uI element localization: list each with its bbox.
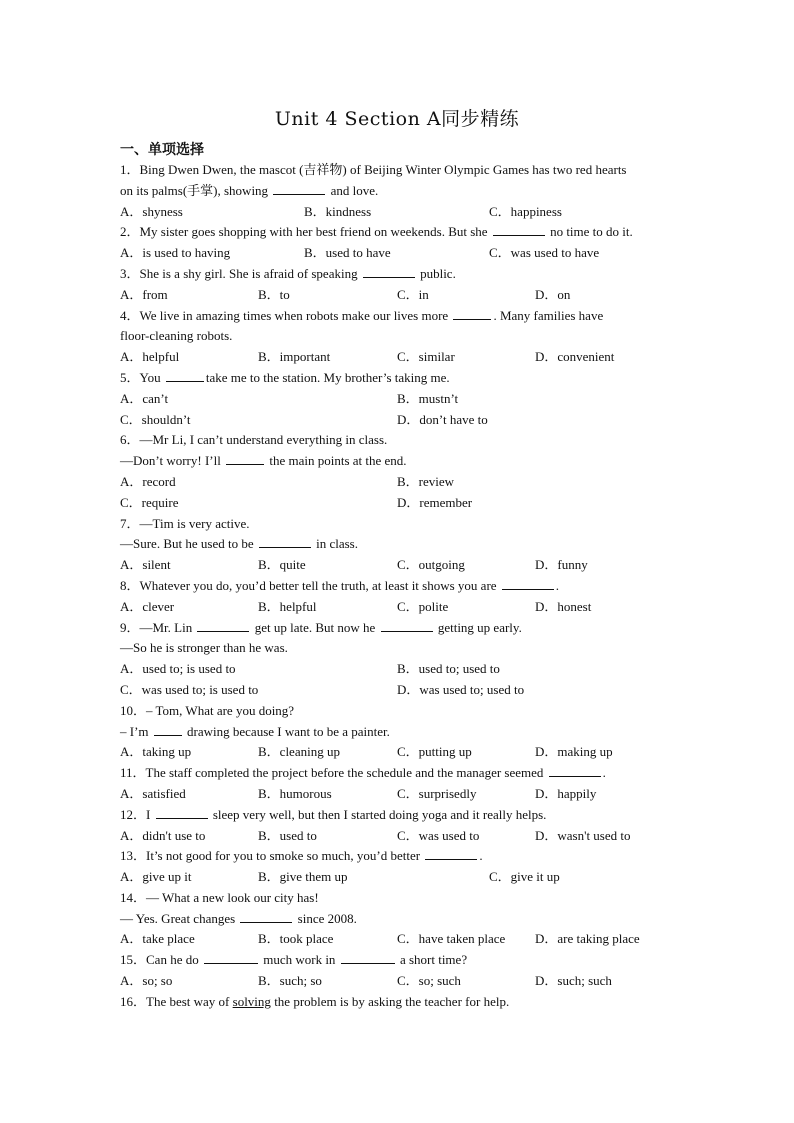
q9-options-2	[120, 680, 680, 701]
q1-option-b: B．kindness	[304, 203, 372, 219]
q12-stem: 12．I sleep very well, but then I started doing yoga and it really helps.	[120, 806, 547, 822]
q12-option-b: B．used to	[258, 827, 317, 843]
q14-options	[120, 929, 680, 950]
q14-stem-cont: — Yes. Great changes since 2008.	[120, 910, 357, 926]
q5-options-2	[120, 410, 680, 431]
q15-options	[120, 971, 680, 992]
q5-option-b: B．mustn’t	[397, 390, 459, 406]
answer-blank	[154, 723, 182, 736]
question-list	[120, 160, 680, 1013]
q5-option-a: A．can’t	[120, 390, 169, 406]
q9-stem-cont: —So he is stronger than he was.	[120, 640, 288, 656]
q7-stem: 7．—Tim is very active.	[120, 515, 250, 531]
answer-blank	[381, 619, 433, 632]
q10-stem-cont: – I’m drawing because I want to be a painter.	[120, 723, 390, 739]
q15-option-a: A．so; so	[120, 973, 173, 989]
q15-stem: 15．Can he do much work in a short time?	[120, 952, 468, 968]
q12-option-c: C．was used to	[397, 827, 480, 843]
underlined-word: solving	[232, 993, 271, 1009]
answer-blank	[453, 307, 491, 320]
q10-option-b: B．cleaning up	[258, 744, 340, 760]
q6-options-2	[120, 493, 680, 514]
q6-option-d: D．remember	[397, 494, 473, 510]
q6-stem: 6．—Mr Li, I can’t understand everything in class.	[120, 432, 388, 448]
q7-stem-cont: —Sure. But he used to be in class.	[120, 536, 358, 552]
page-title: Unit 4 Section A同步精练	[274, 108, 520, 130]
q7-option-a: A．silent	[120, 557, 171, 573]
answer-blank	[549, 764, 601, 777]
q4-options	[120, 347, 680, 368]
q12-option-a: A．didn't use to	[120, 827, 206, 843]
q11-options	[120, 784, 680, 805]
q10-stem: 10．– Tom, What are you doing?	[120, 702, 295, 718]
answer-blank	[226, 452, 264, 465]
q2-options	[120, 243, 680, 264]
q2-option-c: C．was used to have	[489, 245, 600, 261]
q8-option-b: B．helpful	[258, 598, 317, 614]
q5-options-1	[120, 389, 680, 410]
q3-option-d: D．on	[535, 286, 571, 302]
q15-option-d: D．such; such	[535, 973, 612, 989]
q7-option-d: D．funny	[535, 557, 588, 573]
q4-stem: 4．We live in amazing times when robots make our lives more . Many families have	[120, 307, 604, 323]
q9-option-a: A．used to; is used to	[120, 661, 236, 677]
answer-blank	[273, 182, 325, 195]
q7-option-b: B．quite	[258, 557, 306, 573]
q8-stem: 8．Whatever you do, you’d better tell the truth, at least it shows you are .	[120, 577, 560, 593]
q8-options	[120, 597, 680, 618]
q13-option-a: A．give up it	[120, 869, 192, 885]
q10-option-c: C．putting up	[397, 744, 472, 760]
q4-stem-cont: floor-cleaning robots.	[120, 328, 233, 344]
q6-options-1	[120, 472, 680, 493]
q14-option-c: C．have taken place	[397, 931, 506, 947]
q3-stem: 3．She is a shy girl. She is afraid of speaking public.	[120, 265, 456, 281]
q8-option-c: C．polite	[397, 598, 449, 614]
q3-option-b: B．to	[258, 286, 290, 302]
q10-options	[120, 742, 680, 763]
q11-stem: 11．The staff completed the project before the schedule and the manager seemed .	[120, 765, 606, 781]
q14-stem: 14．— What a new look our city has!	[120, 889, 319, 905]
answer-blank	[502, 577, 554, 590]
q9-options-1	[120, 659, 680, 680]
q12-options	[120, 826, 680, 847]
q2-option-b: B．used to have	[304, 245, 391, 261]
q15-option-c: C．so; such	[397, 973, 461, 989]
q2-option-a: A．is used to having	[120, 245, 231, 261]
q9-option-c: C．was used to; is used to	[120, 681, 259, 697]
q6-stem-cont: —Don’t worry! I’ll the main points at the end.	[120, 453, 407, 469]
q1-option-c: C．happiness	[489, 203, 562, 219]
q11-option-b: B．humorous	[258, 785, 332, 801]
q5-option-d: D．don’t have to	[397, 411, 488, 427]
section-heading: 一、单项选择	[120, 142, 204, 158]
q12-option-d: D．wasn't used to	[535, 827, 631, 843]
q9-option-b: B．used to; used to	[397, 661, 500, 677]
answer-blank	[363, 265, 415, 278]
q7-option-c: C．outgoing	[397, 557, 465, 573]
q14-option-d: D．are taking place	[535, 931, 640, 947]
q14-option-a: A．take place	[120, 931, 195, 947]
q4-option-a: A．helpful	[120, 349, 180, 365]
q6-option-b: B．review	[397, 473, 455, 489]
q4-option-c: C．similar	[397, 349, 455, 365]
q6-option-c: C．require	[120, 494, 179, 510]
q9-stem: 9．—Mr. Lin get up late. But now he getting up early.	[120, 619, 522, 635]
q7-options	[120, 555, 680, 576]
q2-stem: 2．My sister goes shopping with her best friend on weekends. But she no time to do it.	[120, 224, 633, 240]
q16-stem: 16．The best way of solving the problem is by asking the teacher for help.	[120, 993, 510, 1009]
q10-option-a: A．taking up	[120, 744, 192, 760]
q1-stem-cont: on its palms(手掌), showing and love.	[120, 182, 379, 198]
q8-option-a: A．clever	[120, 598, 175, 614]
q3-options	[120, 285, 680, 306]
answer-blank	[493, 223, 545, 236]
q4-option-d: D．convenient	[535, 349, 615, 365]
q11-option-d: D．happily	[535, 785, 597, 801]
q1-options	[120, 202, 680, 223]
q9-option-d: D．was used to; used to	[397, 681, 525, 697]
q6-option-a: A．record	[120, 473, 176, 489]
answer-blank	[259, 535, 311, 548]
answer-blank	[204, 951, 258, 964]
q1-option-a: A．shyness	[120, 203, 183, 219]
q13-option-b: B．give them up	[258, 869, 348, 885]
q14-option-b: B．took place	[258, 931, 334, 947]
answer-blank	[197, 619, 249, 632]
q1-stem: 1．Bing Dwen Dwen, the mascot (吉祥物) of Beijing Winter Olympic Games has two red hearts	[120, 162, 627, 177]
q4-option-b: B．important	[258, 349, 331, 365]
q13-stem: 13．It’s not good for you to smoke so much, you’d better .	[120, 848, 483, 864]
q13-option-c: C．give it up	[489, 869, 560, 885]
answer-blank	[240, 910, 292, 923]
q5-stem: 5．You take me to the station. My brother’s taking me.	[120, 369, 450, 385]
q13-options	[120, 867, 680, 888]
answer-blank	[156, 806, 208, 819]
q10-option-d: D．making up	[535, 744, 613, 760]
q11-option-c: C．surprisedly	[397, 785, 477, 801]
q5-option-c: C．shouldn’t	[120, 411, 191, 427]
q15-option-b: B．such; so	[258, 973, 322, 989]
q3-option-a: A．from	[120, 286, 168, 302]
answer-blank	[425, 847, 477, 860]
q11-option-a: A．satisfied	[120, 785, 186, 801]
answer-blank	[166, 369, 204, 382]
answer-blank	[341, 951, 395, 964]
q8-option-d: D．honest	[535, 598, 592, 614]
q3-option-c: C．in	[397, 286, 429, 302]
